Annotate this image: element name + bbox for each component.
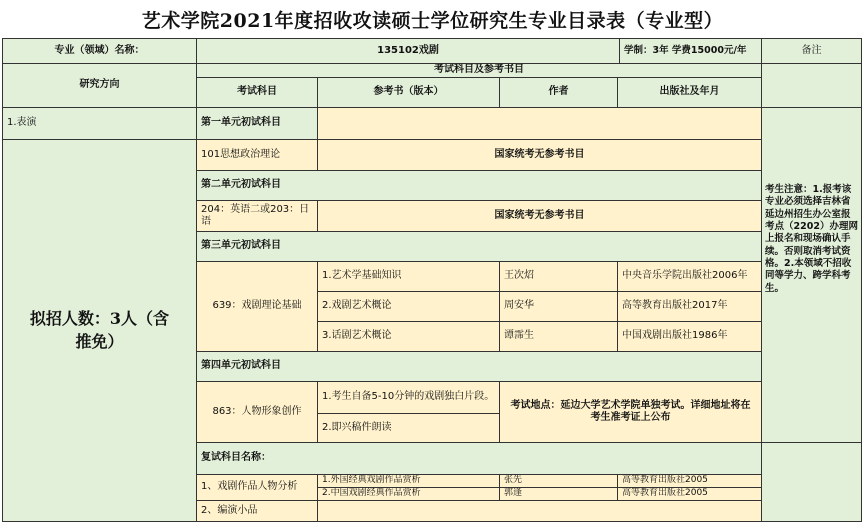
book-header: 参考书（版本）	[318, 78, 500, 108]
unit3-book-2: 2.戏剧艺术概论	[318, 292, 500, 322]
retest-blank	[318, 501, 762, 522]
unit2-book: 国家统考无参考书目	[318, 201, 762, 232]
unit4-item-2: 2.即兴稿件朗读	[318, 414, 500, 443]
candidate-note: 考生注意：1.报考该专业必须选择吉林省延边州招生办公室报考点（2202）办理网上报名和现场确认手续。否则取消考试资格。2.本领域不招收同等学力、跨学科考生。	[762, 108, 862, 443]
unit2-heading: 第二单元初试科目	[197, 171, 762, 201]
exam-group-header: 考试科目及参考书目	[197, 64, 762, 78]
author-header: 作者	[500, 78, 618, 108]
unit3-book-1: 1.艺术学基础知识	[318, 262, 500, 292]
retest-author-1: 张先	[500, 475, 618, 488]
unit3-publisher-2: 高等教育出版社2017年	[618, 292, 762, 322]
remark-header: 备注	[762, 38, 862, 64]
retest-publisher-1: 高等教育出版社2005	[618, 475, 762, 488]
major-value: 135102戏剧	[197, 38, 620, 64]
unit1-heading: 第一单元初试科目	[197, 108, 318, 140]
unit3-heading: 第三单元初试科目	[197, 232, 762, 262]
unit1-book: 国家统考无参考书目	[318, 140, 762, 171]
remark-blank	[762, 64, 862, 108]
retest-book-2: 2.中国戏剧经典作品赏析	[318, 488, 500, 501]
retest-book-1: 1.外国经典戏剧作品赏析	[318, 475, 500, 488]
duration-fee: 学制：3年 学费15000元/年	[620, 38, 762, 64]
retest-author-2: 郭逢	[500, 488, 618, 501]
unit3-author-1: 王次炤	[500, 262, 618, 292]
unit4-item-1: 1.考生自备5-10分钟的戏剧独白片段。	[318, 382, 500, 414]
publisher-header: 出版社及年月	[618, 78, 762, 108]
unit3-author-2: 周安华	[500, 292, 618, 322]
retest-subject-2: 2、编演小品	[197, 501, 318, 522]
page-title: 艺术学院2021年度招收攻读硕士学位研究生专业目录表（专业型）	[141, 9, 724, 32]
research-direction-header: 研究方向	[2, 64, 197, 108]
unit3-author-3: 谭霈生	[500, 322, 618, 352]
retest-subject-1: 1、戏剧作品人物分析	[197, 475, 318, 501]
unit3-publisher-1: 中央音乐学院出版社2006年	[618, 262, 762, 292]
unit4-location: 考试地点：延边大学艺术学院单独考试。详细地址将在考生准考证上公布	[500, 382, 762, 443]
retest-publisher-2: 高等教育出版社2005	[618, 488, 762, 501]
unit2-subject: 204：英语二或203：日语	[197, 201, 318, 232]
unit3-publisher-3: 中国戏剧出版社1986年	[618, 322, 762, 352]
remark-blank-bottom	[762, 443, 862, 522]
unit3-subject: 639：戏剧理论基础	[197, 262, 318, 352]
unit1-blank	[318, 108, 762, 140]
subject-header: 考试科目	[197, 78, 318, 108]
retest-heading: 复试科目名称：	[197, 443, 762, 475]
unit3-book-3: 3.话剧艺术概论	[318, 322, 500, 352]
unit1-subject: 101思想政治理论	[197, 140, 318, 171]
quota-cell: 拟招人数：3人（含推免）	[2, 140, 197, 522]
unit4-heading: 第四单元初试科目	[197, 352, 762, 382]
direction-cell: 1.表演	[2, 108, 197, 140]
unit4-subject: 863：人物形象创作	[197, 382, 318, 443]
major-label: 专业（领域）名称：	[2, 38, 197, 64]
